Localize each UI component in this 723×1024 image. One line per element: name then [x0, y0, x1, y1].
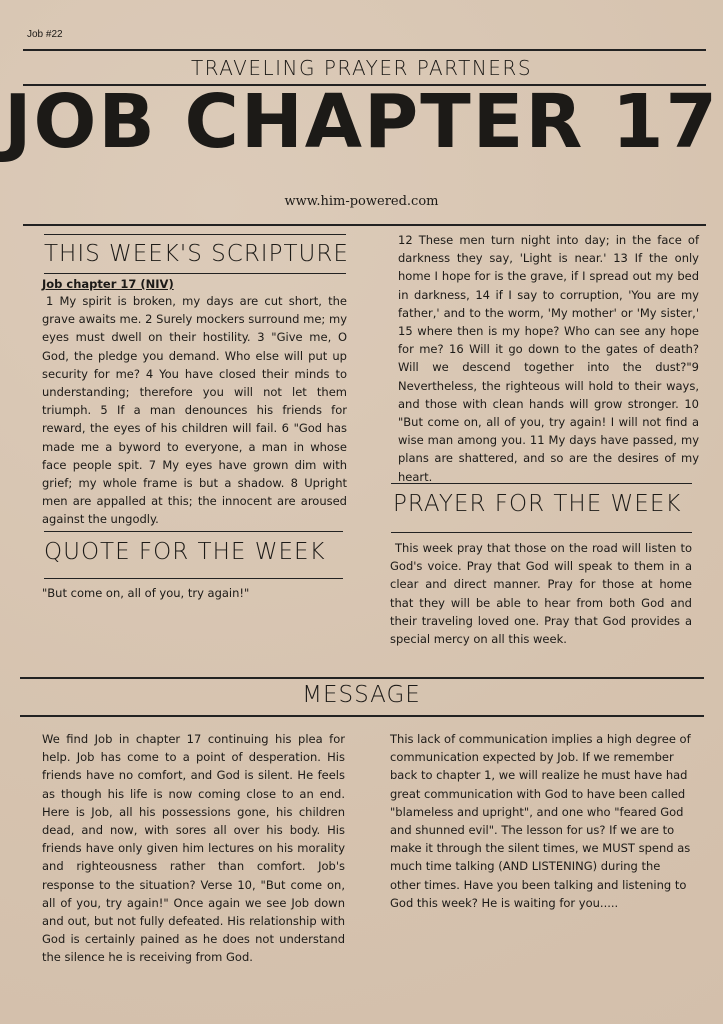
prayer-under-rule: [391, 532, 692, 533]
scripture-heading: THIS WEEK'S SCRIPTURE: [44, 241, 349, 267]
header-top-rule: [23, 49, 706, 51]
scripture-top-rule: [44, 234, 346, 235]
message-under-rule: [20, 715, 704, 717]
header-bottom-rule: [23, 224, 706, 226]
issue-number: Job #22: [27, 29, 63, 40]
message-heading: MESSAGE: [302, 682, 421, 708]
page-title: JOB CHAPTER 17: [3, 79, 720, 165]
message-text-col2: This lack of communication implies a high degree of communication expected by Job. If we remember back to chapter 1, we will realize he must have had great communication with God to have been called "blameless and upright", and one who "feared God and shunned evil". The lesson for us? If we are to make it through the silent times, we MUST spend as much time talking (AND LISTENING) during the other times. Have you been talking and listening to God this week? He is waiting for you.....: [390, 732, 691, 910]
prayer-top-rule: [391, 483, 692, 484]
quote-heading: QUOTE FOR THE WEEK: [44, 539, 326, 565]
quote-top-rule: [44, 531, 343, 532]
scripture-text-part1: 1 My spirit is broken, my days are cut short, the grave awaits me. 2 Surely mockers surround me; my eyes must dwell on their hostility. 3 "Give me, O God, the pledge you demand. Who else will put up security for me? 4 You have closed their minds to understanding; therefore you will not let them triumph. 5 If a man denounces his friends for reward, the eyes of his children will fail. 6 "God has made me a byword to everyone, a man in whose face people spit. 7 My eyes have grown dim with grief; my whole frame is but a shadow. 8 Upright men are appalled at this; the innocent are aroused against the ungodly.: [42, 294, 347, 527]
scripture-under-rule: [44, 273, 346, 274]
scripture-text-part2: 12 These men turn night into day; in the face of darkness they say, 'Light is near.' 13 If the only home I hope for is the grave, if I spread out my bed in darkness, 14 if I say to corruption, 'You are my father,' and to the worm, 'My mother' or 'My sister,' 15 where then is my hope? Who can see any hope for me? 16 Will it go down to the gates of death? Will we descend together into the dust?"9 Nevertheless, the righteous will hold to their ways, and those with clean hands will grow stronger. 10 "But come on, all of you, try again! I will not find a wise man among you. 11 My days have passed, my plans are shattered, and so are the desires of my heart.: [398, 233, 699, 484]
quote-under-rule: [44, 578, 343, 579]
prayer-heading: PRAYER FOR THE WEEK: [393, 491, 682, 517]
website-link[interactable]: www.him-powered.com: [284, 194, 439, 209]
message-top-rule: [20, 677, 704, 679]
scripture-reference: Job chapter 17 (NIV): [42, 277, 174, 291]
quote-text: "But come on, all of you, try again!": [42, 586, 250, 600]
message-text-col1: We find Job in chapter 17 continuing his plea for help. Job has come to a point of desperation. His friends have no comfort, and God is silent. He feels as though his life is now coming close to an end. Here is Job, all his possessions gone, his children dead, and now, with sores all over his body. His friends have only given him lectures on his morality and righteousness rather than comfort. Job's response to the situation? Verse 10, "But come on, all of you, try again!" Once again we see Job down and out, but not fully defeated. His relationship with God is certainly pained as he does not understand the silence he is receiving from God.: [42, 732, 345, 965]
prayer-text: This week pray that those on the road will listen to God's voice. Pray that God will speak to them in a clear and direct manner. Pray for those at home that they will be able to hear from both God and their traveling loved one. Pray that God provides a special mercy on all this week.: [390, 541, 692, 647]
series-title: TRAVELING PRAYER PARTNERS: [190, 56, 533, 80]
